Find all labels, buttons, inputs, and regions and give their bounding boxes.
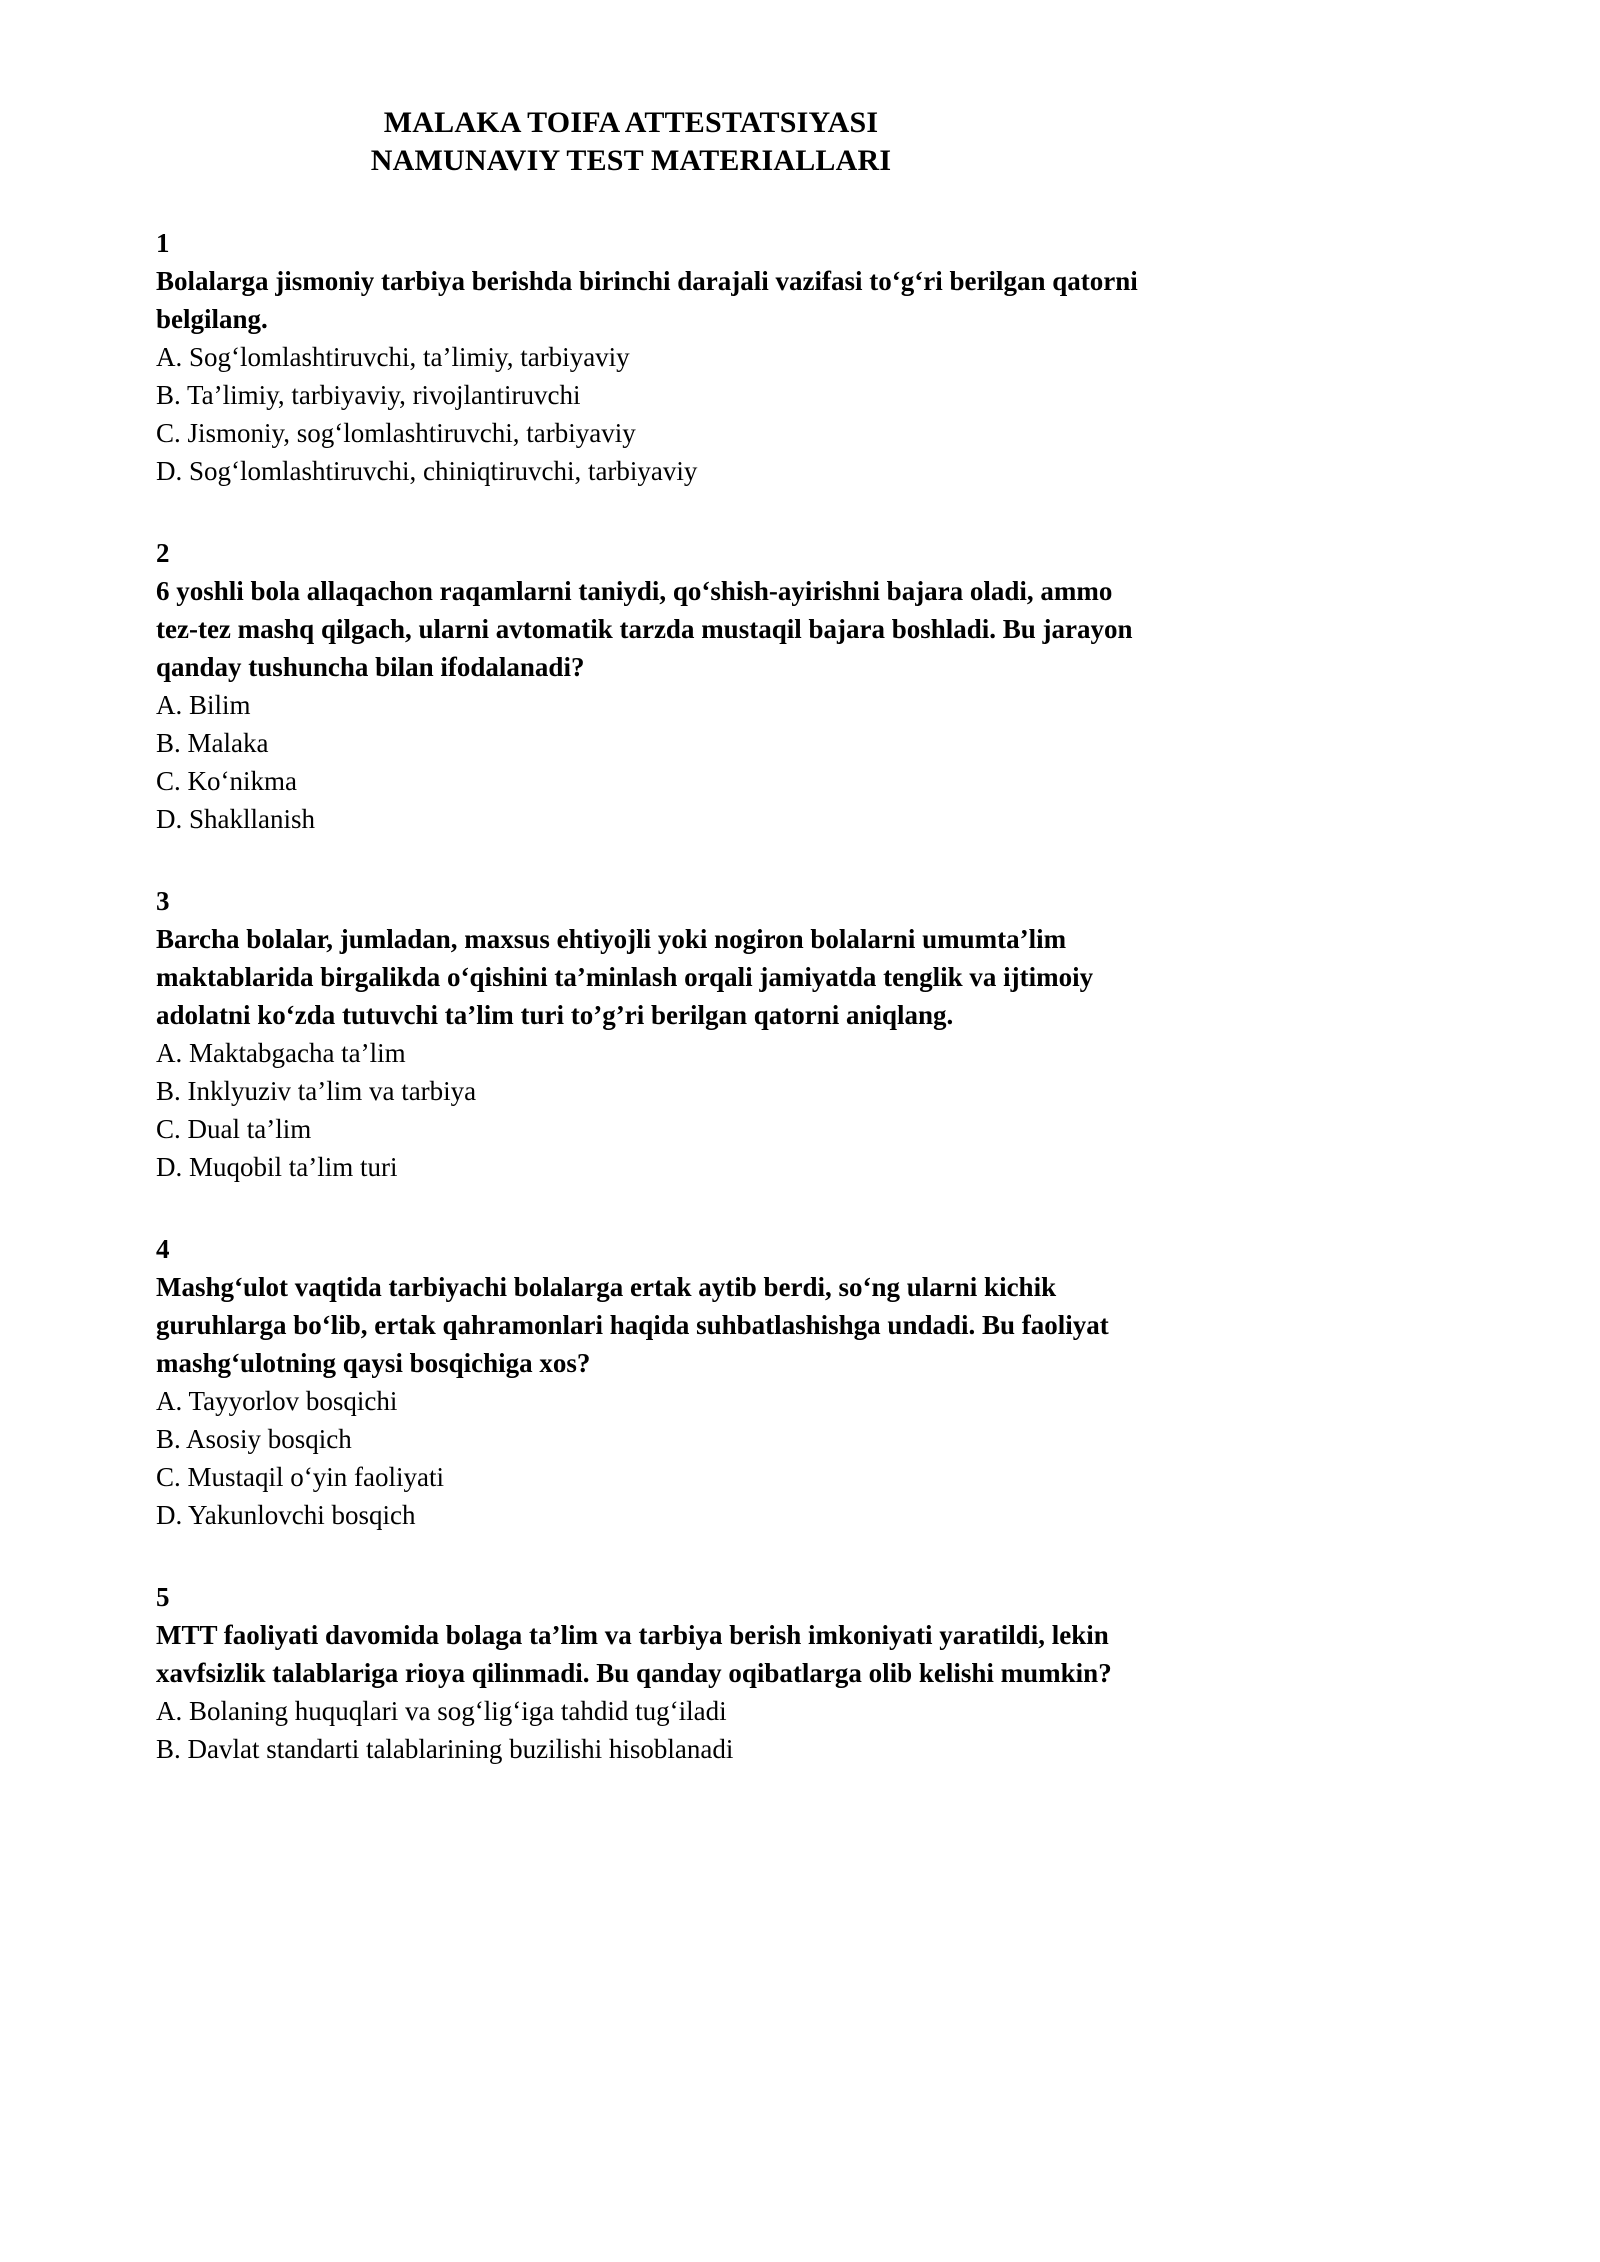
option-4-c[interactable]: C. Mustaqil o‘yin faoliyati bbox=[156, 1462, 444, 1492]
question-item-1 bbox=[156, 224, 1446, 490]
option-2-c[interactable]: C. Ko‘nikma bbox=[156, 766, 297, 796]
option-3-c[interactable]: C. Dual ta’lim bbox=[156, 1114, 312, 1144]
question-item-3 bbox=[156, 882, 1446, 1186]
option-2-d[interactable]: D. Shakllanish bbox=[156, 804, 315, 834]
option-1-c[interactable]: C. Jismoniy, sog‘lomlashtiruvchi, tarbiyaviy bbox=[156, 418, 636, 448]
option-2-b[interactable]: B. Malaka bbox=[156, 728, 269, 758]
question-text-2: 6 yoshli bola allaqachon raqamlarni taniydi, qo‘shish-ayirishni bajara oladi, ammo tez-tez mashq qilgach, ularni avtomatik tarzda mustaqil bajara boshladi. Bu jarayon qanday tushuncha bilan ifodalanadi? bbox=[156, 576, 1133, 682]
option-4-b[interactable]: B. Asosiy bosqich bbox=[156, 1424, 352, 1454]
document-title-line-2: NAMUNAVIY TEST MATERIALLARI bbox=[370, 144, 892, 177]
question-item-2 bbox=[156, 534, 1446, 838]
document-title-line-1: MALAKA TOIFA ATTESTATSIYASI bbox=[383, 106, 879, 139]
question-text-5: MTT faoliyati davomida bolaga ta’lim va tarbiya berish imkoniyati yaratildi, lekin xavfsizlik talablariga rioya qilinmadi. Bu qanday oqibatlarga olib kelishi mumkin? bbox=[156, 1620, 1112, 1688]
question-number-2: 2 bbox=[156, 538, 170, 568]
option-list-2 bbox=[156, 686, 1446, 838]
question-number-5: 5 bbox=[156, 1582, 170, 1612]
option-3-d[interactable]: D. Muqobil ta’lim turi bbox=[156, 1152, 398, 1182]
option-5-a[interactable]: A. Bolaning huquqlari va sog‘lig‘iga tahdid tug‘iladi bbox=[156, 1696, 727, 1726]
option-4-a[interactable]: A. Tayyorlov bosqichi bbox=[156, 1386, 398, 1416]
question-text-1: Bolalarga jismoniy tarbiya berishda birinchi darajali vazifasi to‘g‘ri berilgan qatorni belgilang. bbox=[156, 266, 1138, 334]
option-3-a[interactable]: A. Maktabgacha ta’lim bbox=[156, 1038, 406, 1068]
option-3-b[interactable]: B. Inklyuziv ta’lim va tarbiya bbox=[156, 1076, 477, 1106]
question-number-4: 4 bbox=[156, 1234, 170, 1264]
option-list-5 bbox=[156, 1692, 1446, 1768]
option-1-d[interactable]: D. Sog‘lomlashtiruvchi, chiniqtiruvchi, tarbiyaviy bbox=[156, 456, 698, 486]
option-list-1 bbox=[156, 338, 1446, 490]
question-number-3: 3 bbox=[156, 886, 170, 916]
option-1-a[interactable]: A. Sog‘lomlashtiruvchi, ta’limiy, tarbiyaviy bbox=[156, 342, 630, 372]
option-list-3 bbox=[156, 1034, 1446, 1186]
question-item-5 bbox=[156, 1578, 1446, 1768]
option-5-b[interactable]: B. Davlat standarti talablarining buzilishi hisoblanadi bbox=[156, 1734, 734, 1764]
document-body bbox=[156, 104, 1446, 1768]
question-item-4 bbox=[156, 1230, 1446, 1534]
option-list-4 bbox=[156, 1382, 1446, 1534]
question-text-4: Mashg‘ulot vaqtida tarbiyachi bolalarga ertak aytib berdi, so‘ng ularni kichik guruhlarga bo‘lib, ertak qahramonlari haqida suhbatlashishga undadi. Bu faoliyat mashg‘ulotning qaysi bosqichiga xos? bbox=[156, 1272, 1109, 1378]
option-2-a[interactable]: A. Bilim bbox=[156, 690, 251, 720]
option-4-d[interactable]: D. Yakunlovchi bosqich bbox=[156, 1500, 416, 1530]
question-text-3: Barcha bolalar, jumladan, maxsus ehtiyojli yoki nogiron bolalarni umumta’lim maktablarida birgalikda o‘qishini ta’minlash orqali jamiyatda tenglik va ijtimoiy adolatni ko‘zda tutuvchi ta’lim turi to’g’ri berilgan qatorni aniqlang. bbox=[156, 924, 1094, 1030]
document-title bbox=[156, 104, 1106, 180]
question-number-1: 1 bbox=[156, 228, 170, 258]
option-1-b[interactable]: B. Ta’limiy, tarbiyaviy, rivojlantiruvchi bbox=[156, 380, 581, 410]
